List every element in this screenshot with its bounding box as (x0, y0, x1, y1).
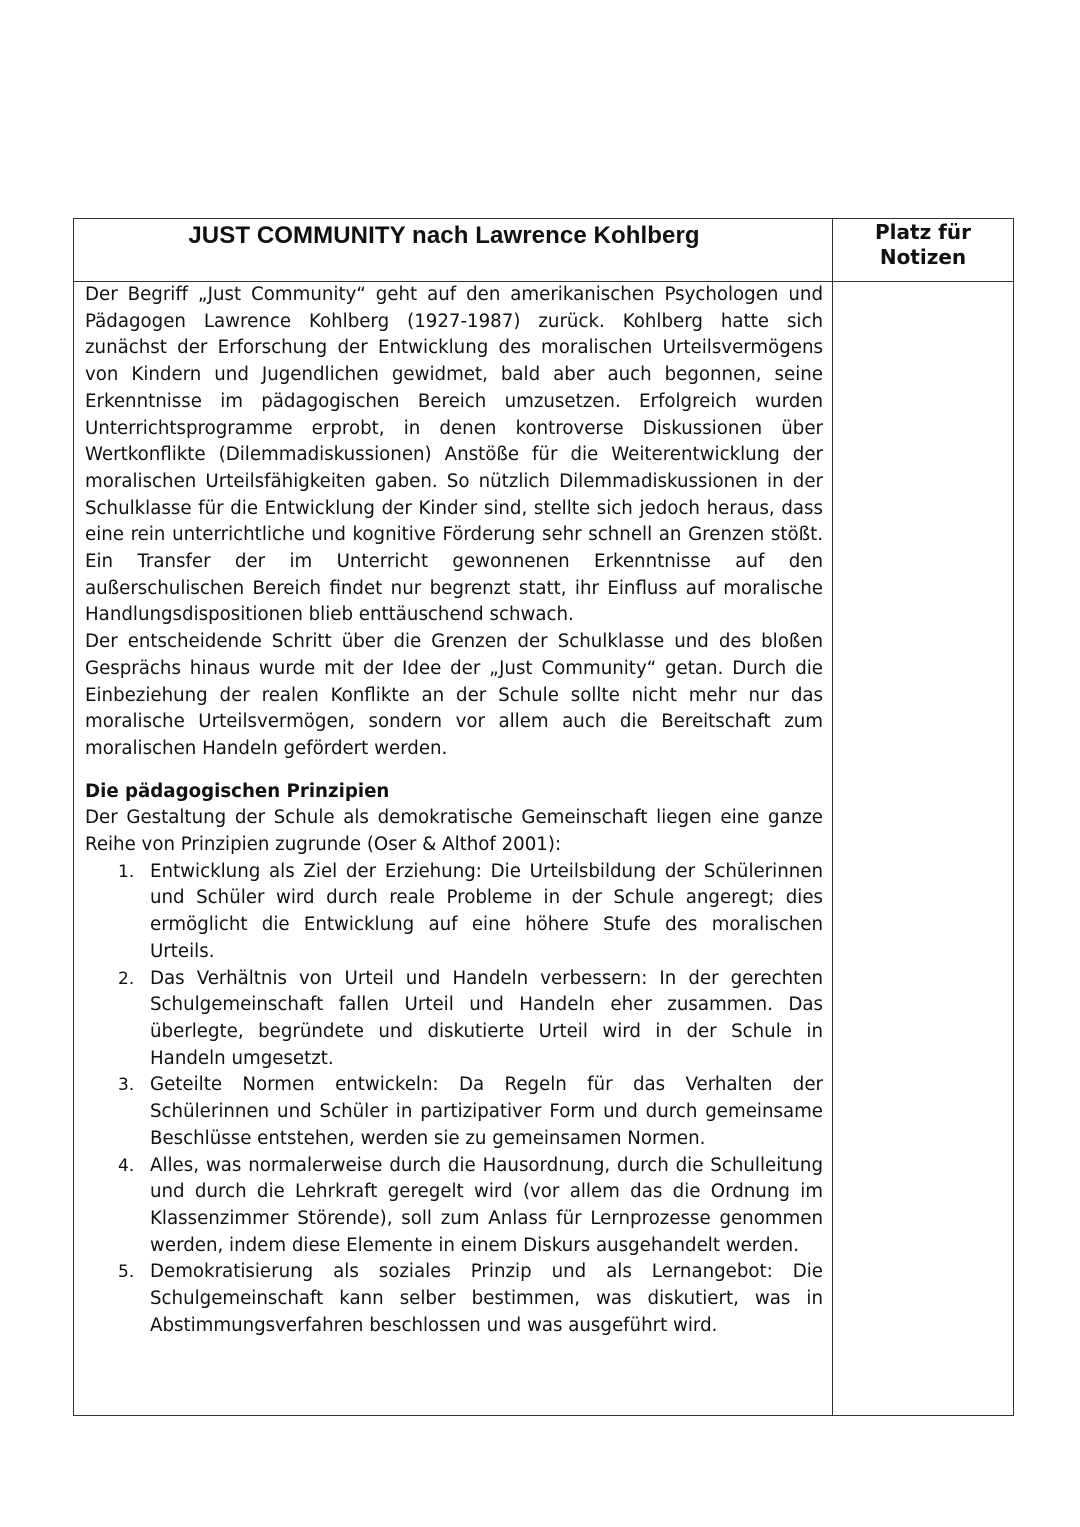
notes-cell[interactable] (833, 282, 1014, 1416)
list-item (85, 859, 823, 966)
list-item-text: Alles, was normalerweise durch die Hausordnung, durch die Schulleitung und durch die Lehrkraft geregelt wird (vor allem das die Ordnung im Klassenzimmer Störende), soll zum Anlass für Lernprozesse genommen werden, indem diese Elemente in einem Diskurs ausgehandelt werden. (150, 1154, 823, 1256)
header-row (74, 219, 1014, 282)
list-item (85, 1153, 823, 1260)
list-item-text: Entwicklung als Ziel der Erziehung: Die Urteilsbildung der Schülerinnen und Schüler wird durch reale Probleme in der Schule angeregt; dies ermöglicht die Entwicklung auf eine höhere Stufe des moralischen Urteils. (150, 860, 823, 962)
principles-list (85, 859, 823, 1340)
list-item (85, 1259, 823, 1339)
list-item-text: Demokratisierung als soziales Prinzip und als Lernangebot: Die Schulgemeinschaft kann selber bestimmen, was diskutiert, was in Abstimmungsverfahren beschlossen und was ausgeführt wird. (150, 1261, 823, 1336)
list-item-number: 4. (118, 1155, 135, 1176)
list-item-number: 1. (118, 861, 135, 882)
list-item-number: 5. (118, 1262, 135, 1283)
title-cell (74, 219, 833, 282)
document-table (73, 218, 1014, 1416)
principles-heading: Die pädagogischen Prinzipien (85, 780, 390, 802)
notes-column-title: Platz für Notizen (875, 220, 971, 269)
principles-lead: Der Gestaltung der Schule als demokratische Gemeinschaft liegen eine ganze Reihe von Prinzipien zugrunde (Oser & Althof 2001): (85, 807, 823, 856)
main-content (74, 282, 832, 1339)
body-row (74, 282, 1014, 1416)
list-item-text: Das Verhältnis von Urteil und Handeln verbessern: In der gerechten Schulgemeinschaft fallen Urteil und Handeln eher zusammen. Das überlegte, begründete und diskutierte Urteil wird in der Schule in Handeln umgesetzt. (150, 967, 823, 1069)
list-item-number: 3. (118, 1075, 135, 1096)
content-cell (74, 282, 833, 1416)
list-item (85, 966, 823, 1073)
list-item-number: 2. (118, 968, 135, 989)
intro-paragraph-2: Der entscheidende Schritt über die Grenzen der Schulklasse und des bloßen Gesprächs hinaus wurde mit der Idee der „Just Community“ getan. Durch die Einbeziehung der realen Konflikte an der Schule sollte nicht mehr nur das moralische Urteilsvermögen, sondern vor allem auch die Bereitschaft zum moralischen Handeln gefördert werden. (85, 631, 823, 759)
list-item (85, 1072, 823, 1152)
notes-header-cell (833, 219, 1014, 282)
list-item-text: Geteilte Normen entwickeln: Da Regeln für das Verhalten der Schülerinnen und Schüler in partizipativer Form und durch gemeinsame Beschlüsse entstehen, werden sie zu gemeinsamen Normen. (150, 1074, 823, 1149)
section-spacer (85, 763, 823, 779)
intro-paragraph-1: Der Begriff „Just Community“ geht auf den amerikanischen Psychologen und Pädagogen Lawrence Kohlberg (1927-1987) zurück. Kohlberg hatte sich zunächst der Erforschung der Entwicklung des moralischen Urteilsvermögens von Kindern und Jugendlichen gewidmet, bald aber auch begonnen, seine Erkenntnisse im pädagogischen Bereich umzusetzen. Erfolgreich wurden Unterrichtsprogramme erprobt, in denen kontroverse Diskussionen über Wertkonflikte (Dilemmadiskussionen) Anstöße für die Weiterentwicklung der moralischen Urteilsfähigkeiten gaben. So nützlich Dilemmadiskussionen in der Schulklasse für die Entwicklung der Kinder sind, stellte sich jedoch heraus, dass eine rein unterrichtliche und kognitive Förderung sehr schnell an Grenzen stößt. Ein Transfer der im Unterricht gewonnenen Erkenntnisse auf den außerschulischen Bereich findet nur begrenzt statt, ihr Einfluss auf moralische Handlungsdispositionen blieb enttäuschend schwach. (85, 284, 823, 626)
document-title: JUST COMMUNITY nach Lawrence Kohlberg (188, 222, 700, 249)
